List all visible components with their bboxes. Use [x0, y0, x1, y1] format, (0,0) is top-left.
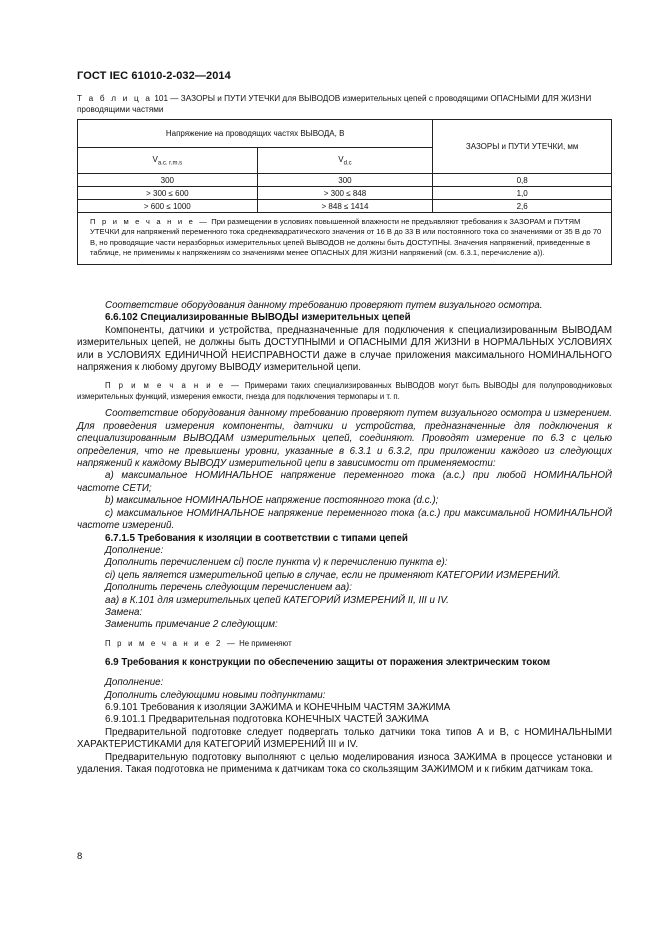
subsection-heading: 6.9.101 Требования к изоляции ЗАЖИМА и КОНЕЧНЫМ ЧАСТЯМ ЗАЖИМА	[105, 701, 451, 713]
list-item: а) максимальное НОМИНАЛЬНОЕ напряжение переменного тока (a.c.) при любой НОМИНАЛЬНОЙ частоте СЕТИ;	[77, 470, 612, 494]
body-text	[77, 300, 612, 776]
table-row: > 600 ≤ 1000 > 848 ≤ 1414 2,6	[78, 200, 612, 213]
table-caption	[77, 93, 612, 115]
list-item: с) максимальное НОМИНАЛЬНОЕ напряжение переменного тока (a.c.) при максимальной НОМИНАЛЬНОЙ частоте измерений.	[77, 507, 612, 532]
table-caption-text: 101 — ЗАЗОРЫ и ПУТИ УТЕЧКИ для ВЫВОДОВ измерительных цепей с проводящими ОПАСНЫМИ ДЛЯ ЖИЗНИ проводящими частями	[77, 94, 592, 114]
amendment-text: Дополнить следующими новыми подпунктами:	[105, 689, 326, 701]
table-caption-label: Т а б л и ц а	[77, 94, 153, 103]
list-item: сi) цепь является измерительной цепью в случае, если не применяют КАТЕГОРИИ ИЗМЕРЕНИЙ.	[105, 569, 561, 581]
table-head-clearance: ЗАЗОРЫ и ПУТИ УТЕЧКИ, мм	[433, 120, 612, 174]
list-item: аа) в К.101 для измерительных цепей КАТЕГОРИЙ ИЗМЕРЕНИЙ II, III и IV.	[105, 594, 449, 606]
table-head-ac: $V_{a.c. r.m.s}$	[78, 148, 258, 174]
amendment-label: Замена:	[105, 606, 143, 618]
compliance-paragraph: Соответствие оборудования данному требованию проверяют путем визуального осмотра.	[105, 300, 543, 311]
amendment-label: Дополнение:	[105, 677, 164, 689]
subsection-heading: 6.9.101.1 Предварительная подготовка КОНЕЧНЫХ ЧАСТЕЙ ЗАЖИМА	[105, 714, 429, 726]
table-note	[78, 213, 612, 265]
note-paragraph: П р и м е ч а н и е — Примерами таких специализированных ВЫВОДОВ могут быть ВЫВОДЫ для полупроводниковых измерительных функций, измерения емкости, гнезда для подключения термопары и т. п.	[77, 381, 612, 402]
compliance-paragraph: Соответствие оборудования данному требованию проверяют путем визуального осмотра и измерением. Для проведения измерения компоненты, датчики и устройства, предназначенные для подключения к специализированным ВЫВОДАМ измерительных цепей, соединяют. Проводят измерение по 6.3 с целью определения, что не превышены уровни, указанные в 6.3.1 и 6.3.2, при приложении каждого из следующих напряжений к каждому ВЫВОДУ измерительной цепи в зависимости от применяемости:	[77, 408, 612, 470]
table-row: > 300 ≤ 600 > 300 ≤ 848 1,0	[78, 187, 612, 200]
table-note-text: При размещении в условиях повышенной влажности не предъявляют требования к ЗАЗОРАМ и ПУТЯМ УТЕЧКИ для напряжений переменного тока среднеквадратического значения от 16 В до 33 В или постоянного тока со значениями от 35 В до 70 В, но проводящие части неразборных измерительных цепей ВЫВОДОВ не должны быть ДОСТУПНЫ. Значения напряжений, приведенные в таблице, не применимы к напряжениям со значениями менее ОПАСНЫХ ДЛЯ ЖИЗНИ напряжений (см. 6.3.1, перечисление а)).	[90, 217, 602, 258]
table-head-dc: $V_{d.c}$	[257, 148, 433, 174]
section-heading-6-6-102: 6.6.102 Специализированные ВЫВОДЫ измерительных цепей	[105, 312, 411, 324]
amendment-text: Дополнить перечень следующим перечислением аа):	[105, 582, 352, 594]
clearance-table	[77, 119, 612, 265]
table-note-label: П р и м е ч а н и е —	[90, 217, 210, 226]
amendment-text: Дополнить перечислением сi) после пункта v) к перечислению пункта е):	[105, 557, 448, 569]
document-header: ГОСТ IEC 61010-2-032—2014	[77, 70, 231, 82]
amendment-text: Заменить примечание 2 следующим:	[105, 619, 278, 631]
paragraph: Компоненты, датчики и устройства, предназначенные для подключения к специализированным ВЫВОДАМ измерительных цепей, не должны быть ДОСТУПНЫМИ и ОПАСНЫМИ ДЛЯ ЖИЗНИ в НОРМАЛЬНЫХ УСЛОВИЯХ или в УСЛОВИЯХ ЕДИНИЧНОЙ НЕИСПРАВНОСТИ даже в случае приложения максимального НОМИНАЛЬНОГО напряжения к любому другому ВЫВОДУ измерительной цепи.	[77, 324, 612, 374]
paragraph: Предварительную подготовку выполняют с целью моделирования износа ЗАЖИМА в процессе установки и удаления. Такая подготовка не применима к датчикам тока со скользящим ЗАЖИМОМ и к гибким датчикам тока.	[77, 751, 612, 775]
table-head-voltage: Напряжение на проводящих частях ВЫВОДА, В	[78, 120, 433, 148]
note-paragraph: П р и м е ч а н и е 2 — Не применяют	[105, 638, 292, 648]
amendment-label: Дополнение:	[105, 544, 164, 556]
section-heading-6-7-1-5: 6.7.1.5 Требования к изоляции в соответствии с типами цепей	[105, 532, 408, 544]
section-heading-6-9: 6.9 Требования к конструкции по обеспечению защиты от поражения электрическим током	[105, 656, 551, 668]
list-item: b) максимальное НОМИНАЛЬНОЕ напряжение постоянного тока (d.c.);	[105, 495, 439, 507]
paragraph: Предварительной подготовке следует подвергать только датчики тока типов А и В, с НОМИНАЛЬНЫМИ ХАРАКТЕРИСТИКАМИ для КАТЕГОРИЙ ИЗМЕРЕНИЙ III и IV.	[77, 726, 612, 751]
page-number: 8	[77, 851, 83, 862]
table-row: 300 300 0,8	[78, 174, 612, 187]
